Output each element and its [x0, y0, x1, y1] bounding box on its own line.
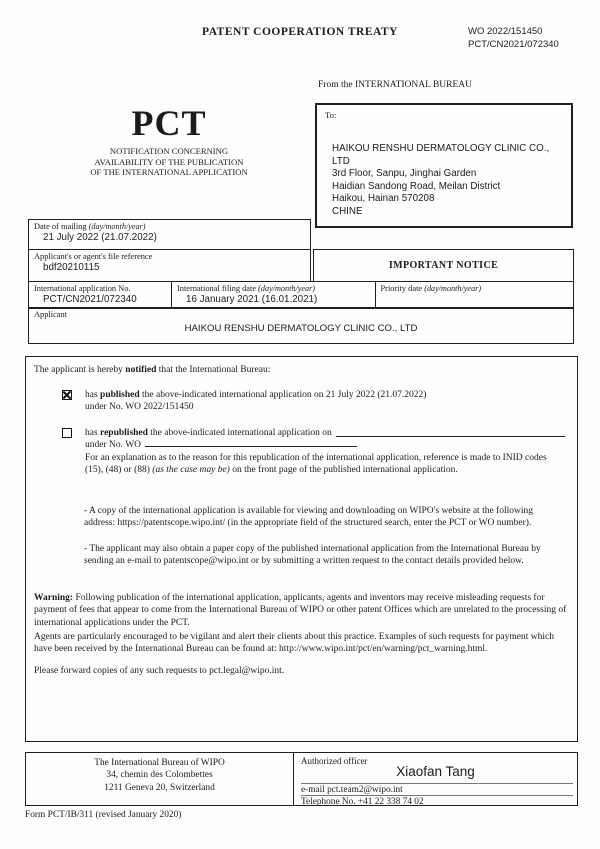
agents-paragraph: Agents are particularly encouraged to be vigilant and alert their clients about this practice. Examples of such requests for payment which have been received by the International Bureau can be found at: http://www.wipo.int/pct/en/warning/pct_warning.html.: [34, 632, 554, 655]
application-no-box: [28, 281, 172, 309]
form-code: Form PCT/IB/311 (revised January 2020): [25, 810, 182, 820]
date-of-mailing-value: 21 July 2022 (21.07.2022): [43, 232, 157, 243]
intro-paragraph: The applicant is hereby notified that the International Bureau:: [34, 365, 271, 375]
file-reference-label: Applicant's or agent's file reference: [34, 252, 153, 261]
authorized-officer-name: Xiaofan Tang: [396, 764, 475, 779]
pct-application-number: PCT/CN2021/072340: [468, 39, 559, 50]
authorized-officer-cell: [294, 753, 577, 805]
publication-numbers: [468, 25, 559, 51]
from-international-bureau: From the INTERNATIONAL BUREAU: [318, 80, 473, 90]
officer-phone: Telephone No. +41 22 338 74 02: [301, 795, 573, 807]
date-of-mailing-box: [28, 219, 311, 250]
notification-title: NOTIFICATION CONCERNING AVAILABILITY OF THE PUBLICATION OF THE INTERNATIONAL APPLICATION: [90, 146, 248, 177]
published-line2: under No. WO 2022/151450: [85, 402, 194, 413]
blank-line: [336, 436, 565, 437]
published-item: [62, 389, 562, 414]
filing-date-value: 16 January 2021 (16.01.2021): [186, 293, 318, 305]
application-no-label: International application No.: [34, 283, 131, 293]
filing-date-label: International filing date (day/month/year): [177, 283, 316, 293]
warning-paragraph: Warning: Following publication of the international application, applicants, agents and inventors may receive misleading requests for payment of fees that appear to come from the International Bureau of WIPO or other patent Offices which are unrelated to the processing of international applications under the PCT.: [34, 593, 567, 628]
international-bureau-address: The International Bureau of WIPO 34, chemin des Colombettes 1211 Geneva 20, Switzerland: [26, 753, 294, 805]
recipient-address-box: [315, 103, 573, 228]
published-line1: has published the above-indicated international application on 21 July 2022 (21.07.2022): [85, 390, 427, 400]
republished-explanation: For an explanation as to the reason for this republication of the international application, reference is made to INID codes (15), (48) or (88) (as the case may be) on the front page of the published international application.: [85, 452, 547, 476]
recipient-address: HAIKOU RENSHU DERMATOLOGY CLINIC CO., LTD 3rd Floor, Sanpu, Jinghai Garden Haidian Sandong Road, Meilan District Haikou, Hainan 570208 CHINE: [332, 143, 550, 217]
applicant-box: [28, 307, 574, 344]
priority-date-value: [376, 293, 574, 294]
priority-date-box: [375, 281, 575, 309]
republished-checkbox[interactable]: [62, 428, 72, 438]
applicant-value: HAIKOU RENSHU DERMATOLOGY CLINIC CO., LTD: [184, 323, 418, 334]
published-checkbox[interactable]: [62, 390, 72, 400]
notification-body-box: [25, 356, 578, 742]
officer-email: e-mail pct.team2@wipo.int: [301, 783, 573, 795]
blank-line: [145, 446, 357, 447]
important-notice-box: [313, 249, 574, 282]
treaty-title: PATENT COOPERATION TREATY: [202, 26, 398, 38]
footer-box: [25, 752, 578, 806]
to-label: To:: [325, 110, 337, 120]
authorized-officer-label: Authorized officer: [301, 756, 368, 766]
file-reference-value: bdf20210115: [43, 262, 100, 273]
filing-date-box: [171, 281, 376, 309]
application-no-value: PCT/CN2021/072340: [43, 293, 137, 305]
wo-publication-number: WO 2022/151450: [468, 26, 543, 37]
republished-line2: under No. WO: [85, 439, 567, 451]
pct-logo: PCT: [131, 103, 207, 143]
republished-item: [62, 427, 567, 477]
copy-availability-note: - A copy of the international application is available for viewing and downloading on WIPO's website at the following address: https://patentscope.wipo.int/ (in the appropriate field of the structured search, enter the PCT or WO number).: [84, 506, 533, 529]
date-of-mailing-label: Date of mailing (day/month/year): [34, 222, 146, 231]
important-notice-label: IMPORTANT NOTICE: [388, 260, 499, 271]
republished-line1: has republished the above-indicated international application on: [85, 427, 567, 439]
paper-copy-note: - The applicant may also obtain a paper copy of the published international application from the International Bureau by sending an e-mail to patentscope@wipo.int or by submitting a written request to the contact details provided below.: [84, 544, 541, 567]
file-reference-box: [28, 249, 311, 282]
forward-requests-paragraph: Please forward copies of any such requests to pct.legal@wipo.int.: [34, 666, 285, 676]
priority-date-label: Priority date (day/month/year): [380, 283, 482, 293]
applicant-label: Applicant: [34, 310, 68, 319]
